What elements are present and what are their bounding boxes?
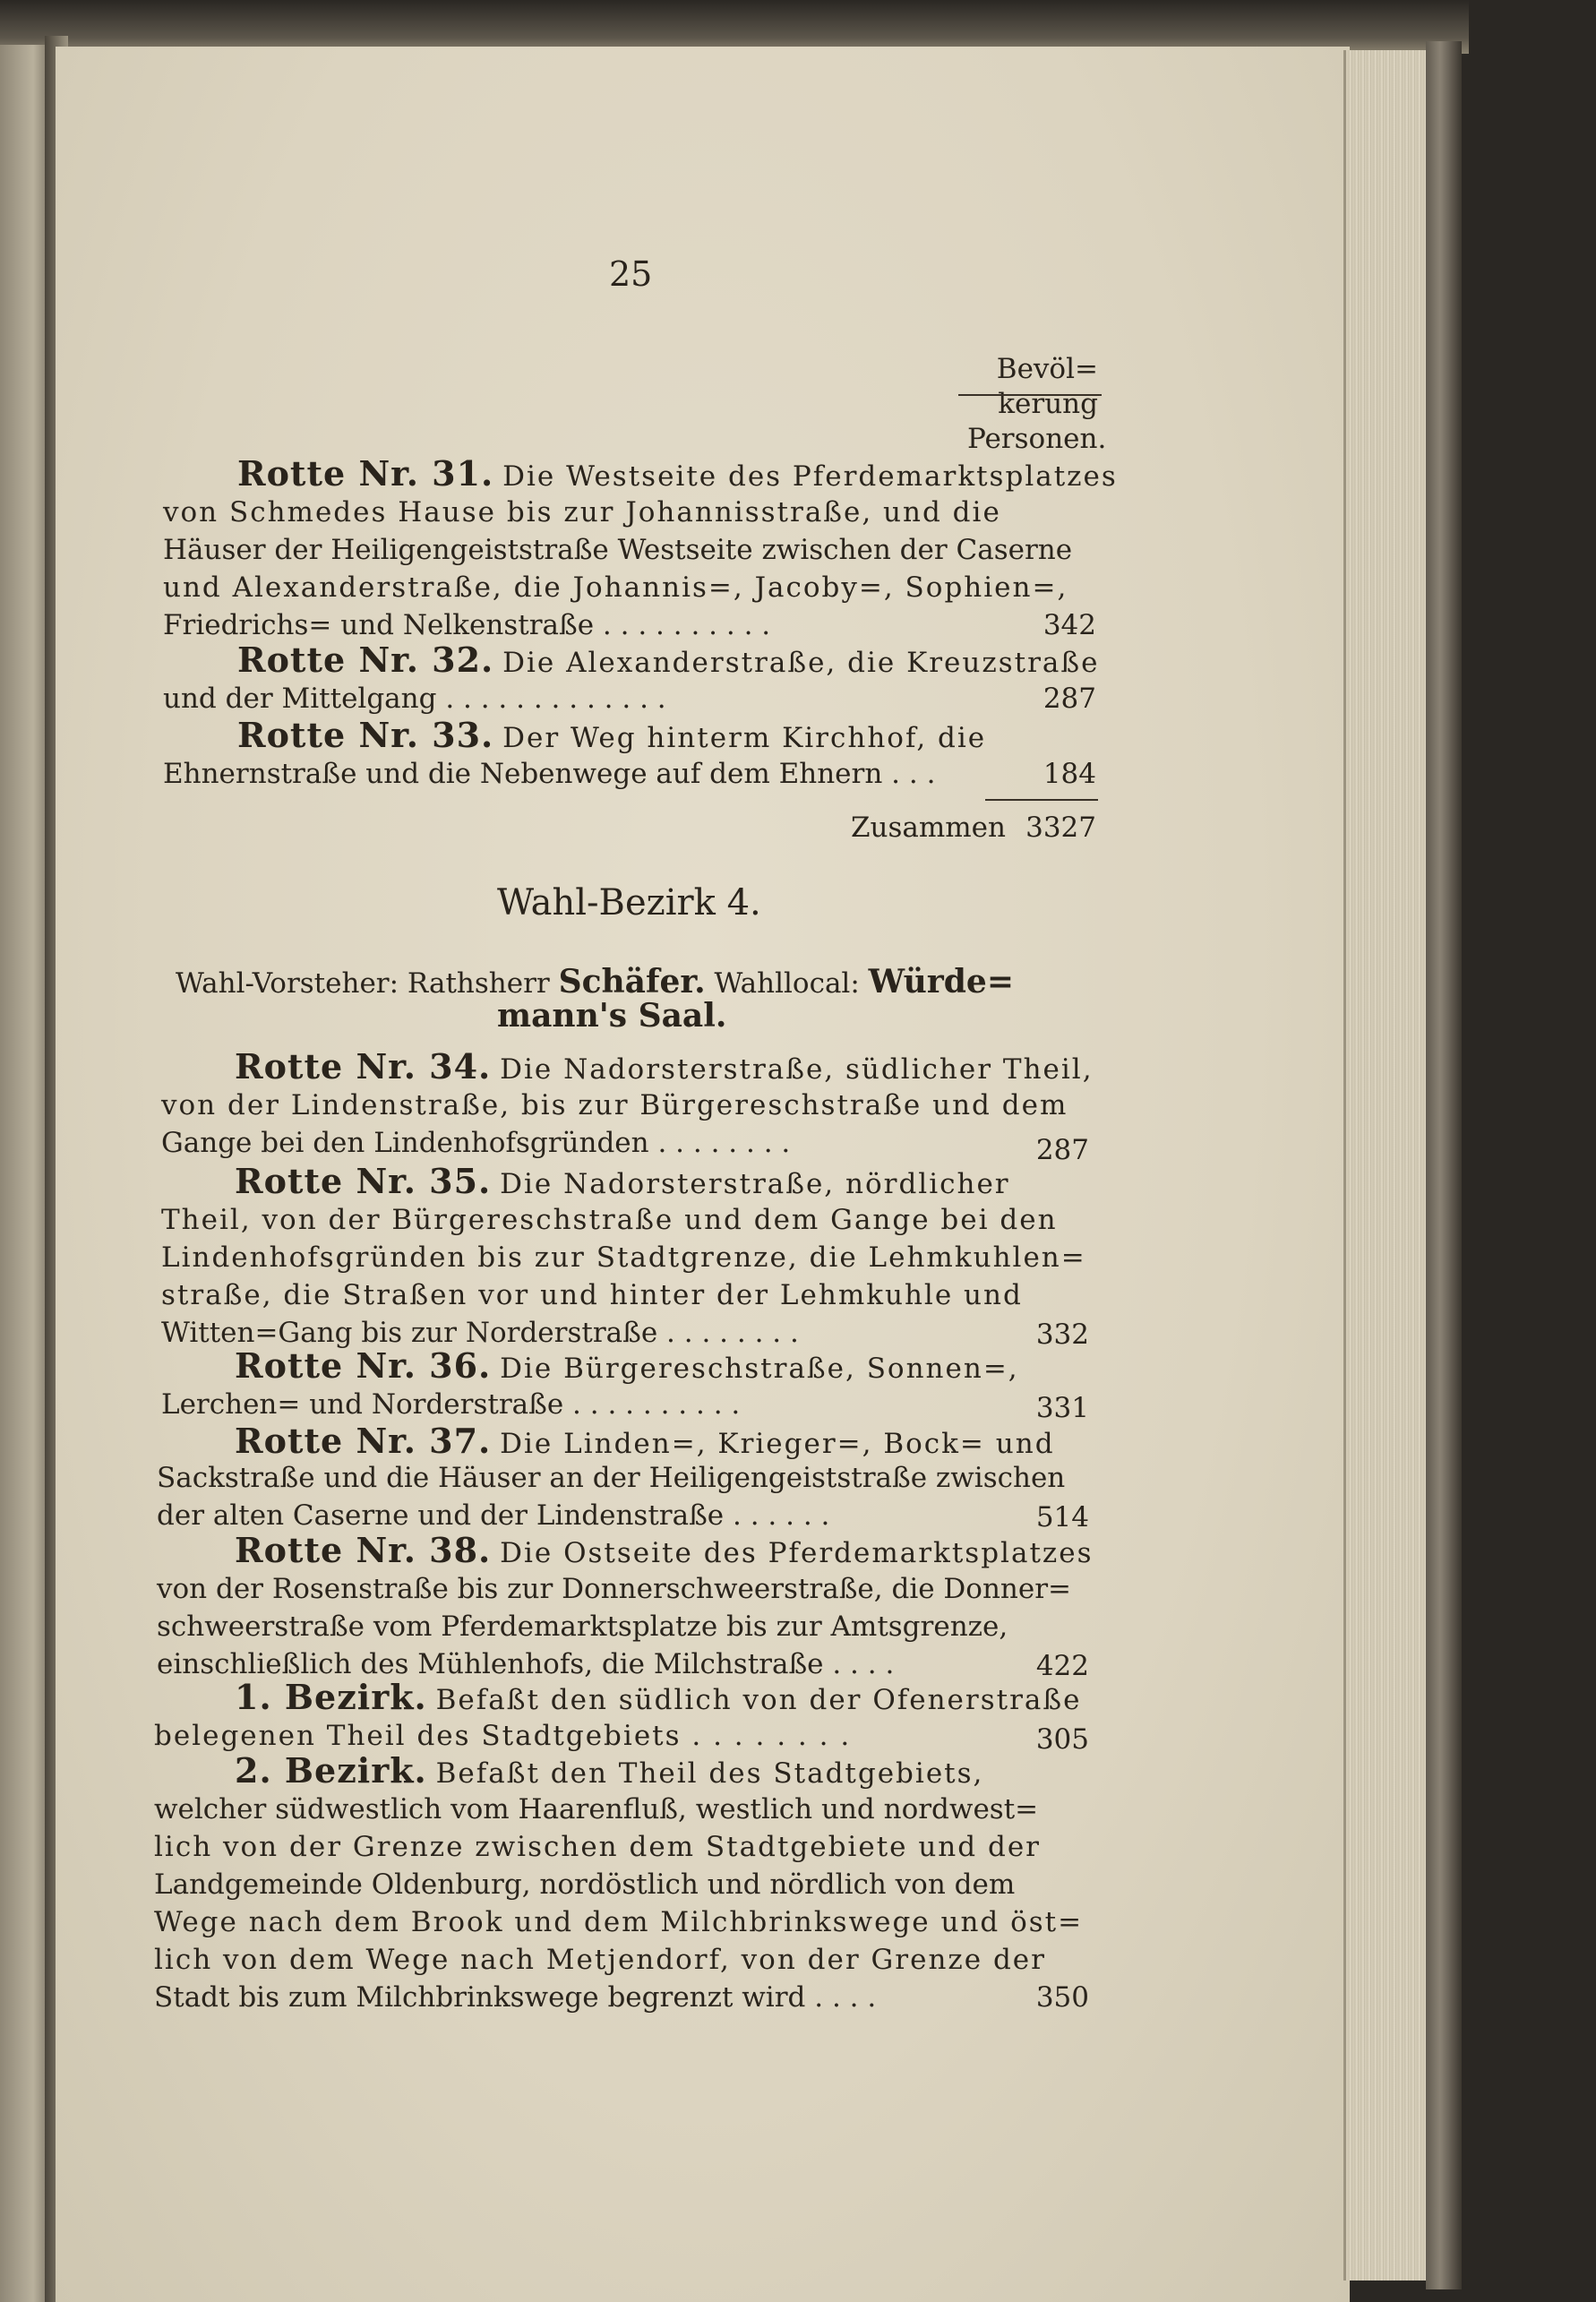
rotte-35-label: Rotte Nr. 35. bbox=[235, 1161, 492, 1201]
district-local-name-2: mann's Saal. bbox=[497, 997, 727, 1035]
bezirk-2-line-5: Wege nach dem Brook und dem Milchbrinkswege und öst= bbox=[154, 1906, 1084, 1938]
district-local-prefix: Wahllocal: bbox=[714, 967, 860, 1000]
rotte-34-entry bbox=[235, 1048, 1094, 1088]
district-title: Wahl-Bezirk 4. bbox=[497, 882, 761, 923]
bezirk-2-line-1: Befaßt den Theil des Stadtgebiets, bbox=[435, 1757, 984, 1790]
district-chair-name: Schäfer. bbox=[558, 963, 706, 1001]
column-header-line-3: Personen. bbox=[967, 423, 1107, 455]
rotte-35-line-5: Witten=Gang bis zur Norderstraße . . . . . . . . bbox=[161, 1317, 799, 1349]
rotte-37-value: 514 bbox=[1035, 1501, 1089, 1533]
rotte-33-entry bbox=[237, 717, 986, 757]
rotte-38-line-3: schweerstraße vom Pferdemarktsplatze bis zur Amtsgrenze, bbox=[157, 1611, 1008, 1643]
bezirk-1-entry bbox=[235, 1679, 1081, 1719]
bezirk-1-line-1: Befaßt den südlich von der Ofenerstraße bbox=[435, 1684, 1082, 1716]
bezirk-1-label: 1. Bezirk. bbox=[235, 1677, 427, 1717]
rotte-37-line-2: Sackstraße und die Häuser an der Heiligengeiststraße zwischen bbox=[157, 1462, 1066, 1494]
rotte-33-value: 184 bbox=[1043, 758, 1096, 790]
rotte-38-value: 422 bbox=[1035, 1650, 1089, 1682]
rotte-33-label: Rotte Nr. 33. bbox=[237, 715, 494, 755]
column-header-rule bbox=[958, 394, 1102, 396]
rotte-31-line-4: und Alexanderstraße, die Johannis=, Jacoby=, Sophien=, bbox=[163, 571, 1068, 604]
rotte-36-value: 331 bbox=[1035, 1392, 1089, 1424]
page-number: 25 bbox=[609, 254, 653, 294]
rotte-35-entry bbox=[235, 1163, 1010, 1203]
bezirk-2-label: 2. Bezirk. bbox=[235, 1750, 427, 1791]
bezirk-2-value: 350 bbox=[1035, 1981, 1089, 2014]
rotte-36-entry bbox=[235, 1347, 1019, 1387]
rotte-35-line-4: straße, die Straßen vor und hinter der Lehmkuhle und bbox=[161, 1279, 1023, 1311]
rotte-31-line-1: Die Westseite des Pferdemarktsplatzes bbox=[502, 460, 1118, 493]
page-stack-edges bbox=[1343, 50, 1429, 2281]
rotte-38-line-1: Die Ostseite des Pferdemarktsplatzes bbox=[500, 1537, 1094, 1569]
district-local-name-1: Würde= bbox=[868, 963, 1014, 1001]
rotte-37-line-1: Die Linden=, Krieger=, Bock= und bbox=[500, 1428, 1055, 1460]
rotte-32-label: Rotte Nr. 32. bbox=[237, 640, 494, 680]
rotte-31-value: 342 bbox=[1043, 609, 1096, 641]
rotte-33-line-2: Ehnernstraße und die Nebenwege auf dem Ehnern . . . bbox=[163, 758, 936, 790]
rotte-32-value: 287 bbox=[1043, 683, 1096, 715]
bezirk-2-line-2: welcher südwestlich vom Haarenfluß, westlich und nordwest= bbox=[154, 1793, 1039, 1825]
rotte-37-entry bbox=[235, 1422, 1055, 1463]
column-header-line-2: kerung bbox=[998, 388, 1098, 420]
rotte-31-line-3: Häuser der Heiligengeiststraße Westseite zwischen der Caserne bbox=[163, 534, 1073, 566]
bezirk-2-line-3: lich von der Grenze zwischen dem Stadtgebiete und der bbox=[154, 1831, 1041, 1863]
bezirk-1-value: 305 bbox=[1035, 1723, 1089, 1756]
rotte-35-line-3: Lindenhofsgründen bis zur Stadtgrenze, die Lehmkuhlen= bbox=[161, 1241, 1086, 1274]
bezirk-2-line-7: Stadt bis zum Milchbrinkswege begrenzt wird . . . . bbox=[154, 1981, 877, 2014]
rotte-38-line-2: von der Rosenstraße bis zur Donnerschweerstraße, die Donner= bbox=[157, 1573, 1072, 1605]
rotte-35-line-2: Theil, von der Bürgereschstraße und dem Gange bei den bbox=[161, 1204, 1058, 1236]
rotte-38-label: Rotte Nr. 38. bbox=[235, 1530, 492, 1570]
rotte-34-line-3: Gange bei den Lindenhofsgründen . . . . . . . . bbox=[161, 1127, 791, 1159]
rotte-32-line-2: und der Mittelgang . . . . . . . . . . . . . bbox=[163, 683, 666, 715]
rotte-35-line-1: Die Nadorsterstraße, nördlicher bbox=[500, 1168, 1010, 1200]
rotte-31-line-2: von Schmedes Hause bis zur Johannisstraße, und die bbox=[163, 496, 1001, 528]
total-value: 3327 bbox=[1025, 812, 1096, 844]
rotte-34-label: Rotte Nr. 34. bbox=[235, 1046, 492, 1087]
rotte-32-entry bbox=[237, 641, 1099, 682]
rotte-31-entry bbox=[237, 455, 1118, 495]
rotte-38-entry bbox=[235, 1532, 1094, 1572]
rotte-34-value: 287 bbox=[1035, 1134, 1089, 1166]
rotte-37-line-3: der alten Caserne und der Lindenstraße . . . . . . bbox=[157, 1499, 830, 1532]
rotte-33-line-1: Der Weg hinterm Kirchhof, die bbox=[502, 722, 987, 754]
column-header-line-1: Bevöl= bbox=[996, 353, 1098, 385]
bezirk-1-line-2: belegenen Theil des Stadtgebiets . . . . . . . . bbox=[154, 1720, 852, 1752]
district-chair-prefix: Wahl-Vorsteher: Rathsherr bbox=[176, 967, 550, 1000]
bezirk-2-line-6: lich von dem Wege nach Metjendorf, von der Grenze der bbox=[154, 1944, 1046, 1976]
rotte-31-label: Rotte Nr. 31. bbox=[237, 453, 494, 494]
rotte-36-label: Rotte Nr. 36. bbox=[235, 1345, 492, 1386]
rotte-35-value: 332 bbox=[1035, 1318, 1089, 1351]
bezirk-2-line-4: Landgemeinde Oldenburg, nordöstlich und nördlich von dem bbox=[154, 1868, 1016, 1901]
book-cover-top-edge bbox=[0, 0, 1469, 54]
rotte-37-label: Rotte Nr. 37. bbox=[235, 1421, 492, 1461]
rotte-32-line-1: Die Alexanderstraße, die Kreuzstraße bbox=[502, 647, 1100, 679]
rotte-36-line-2: Lerchen= und Norderstraße . . . . . . . . . . bbox=[161, 1388, 741, 1421]
rotte-36-line-1: Die Bürgereschstraße, Sonnen=, bbox=[500, 1353, 1019, 1385]
rotte-31-line-5: Friedrichs= und Nelkenstraße . . . . . . . . . . bbox=[163, 609, 771, 641]
book-cover-edge bbox=[1426, 41, 1462, 2289]
bezirk-2-entry bbox=[235, 1752, 983, 1792]
rotte-38-line-4: einschließlich des Mühlenhofs, die Milchstraße . . . . bbox=[157, 1648, 895, 1680]
total-rule bbox=[985, 799, 1098, 801]
rotte-34-line-2: von der Lindenstraße, bis zur Bürgereschstraße und dem bbox=[161, 1089, 1068, 1121]
rotte-34-line-1: Die Nadorsterstraße, südlicher Theil, bbox=[500, 1053, 1094, 1086]
total-label: Zusammen bbox=[851, 812, 1006, 844]
